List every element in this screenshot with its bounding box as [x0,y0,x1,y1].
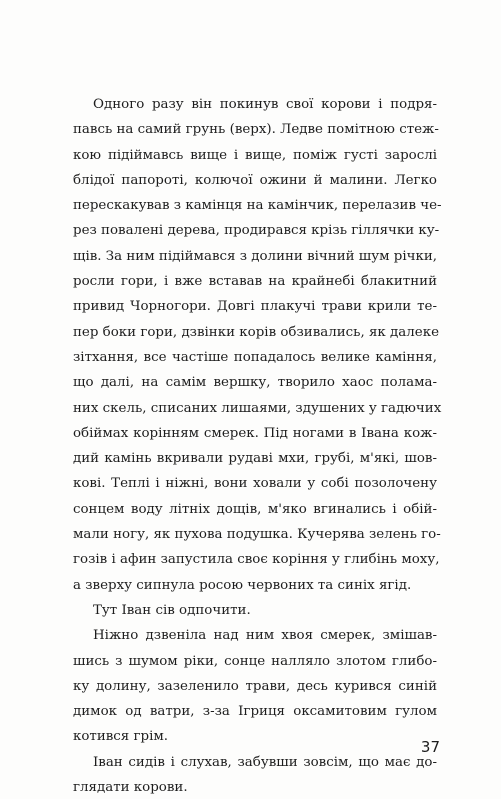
paragraph-3 [73,623,437,749]
paragraph-4 [73,750,437,800]
text-line: гозів і афин запустила своє коріння у глибінь моху, [73,552,440,568]
text-line: щів. За ним підіймався з долини вічний шум річки, [73,248,438,264]
text-line: димок од ватри, з-за Ігриця оксамитовим гулом [73,704,437,720]
text-line: сонцем воду літніх дощів, м'яко вгинались і обій- [73,501,437,517]
page-number: 37 [420,738,440,756]
text-line: привид Чорногори. Довгі плакучі трави крили те- [73,299,437,315]
text-line: Тут Іван сів одпочити. [93,602,251,618]
text-line: павсь на самий грунь (верх). Ледве помітною стеж- [73,122,439,138]
paragraph-1 [73,92,442,598]
paragraph-2 [73,598,437,623]
text-line: шись з шумом ріки, сонце налляло злотом глибо- [73,653,437,669]
text-line: котився грім. [73,729,169,745]
text-line: росли гори, і вже вставав на крайнебі блакитний [73,274,437,290]
text-line: кові. Теплі і ніжні, вони ховали у собі позолочену [73,476,437,492]
text-line: пер боки гори, дзвінки корів обзивались, як далеке [73,324,439,340]
text-line: зітхання, все частіше попадалось велике каміння, [73,349,437,365]
text-line: що далі, на самім вершку, творило хаос полама- [73,375,437,391]
text-line: глядати корови. [73,780,188,796]
text-line: Одного разу він покинув свої корови і подря- [93,97,437,112]
text-line: блідої папороті, колючої ожини й малини. Легко [73,172,437,188]
text-line: рез повалені дерева, продирався крізь гіллячки ку- [73,223,440,239]
text-line: обіймах корінням смерек. Під ногами в Івана кож- [73,425,437,441]
body-text [73,92,442,800]
text-line: них скель, списаних лишаями, здушених у гадючих [73,400,442,416]
text-line: Ніжно дзвеніла над ним хвоя смерек, змішав- [93,628,437,644]
text-line: кою підіймавсь вище і вище, поміж густі зарослі [73,147,437,163]
text-line: а зверху сипнула росою червоних та синіх ягід. [73,577,412,593]
text-line: Іван сидів і слухав, забувши зовсім, що має до- [93,754,437,770]
text-line: мали ногу, як пухова подушка. Кучерява зелень го- [73,527,441,543]
text-line: дий камінь вкривали рудаві мхи, грубі, м'які, шов- [73,451,437,467]
text-line: ку долину, зазеленило трави, десь курився синій [73,678,437,694]
text-line: перескакував з камінця на камінчик, перелазив че- [73,198,442,214]
